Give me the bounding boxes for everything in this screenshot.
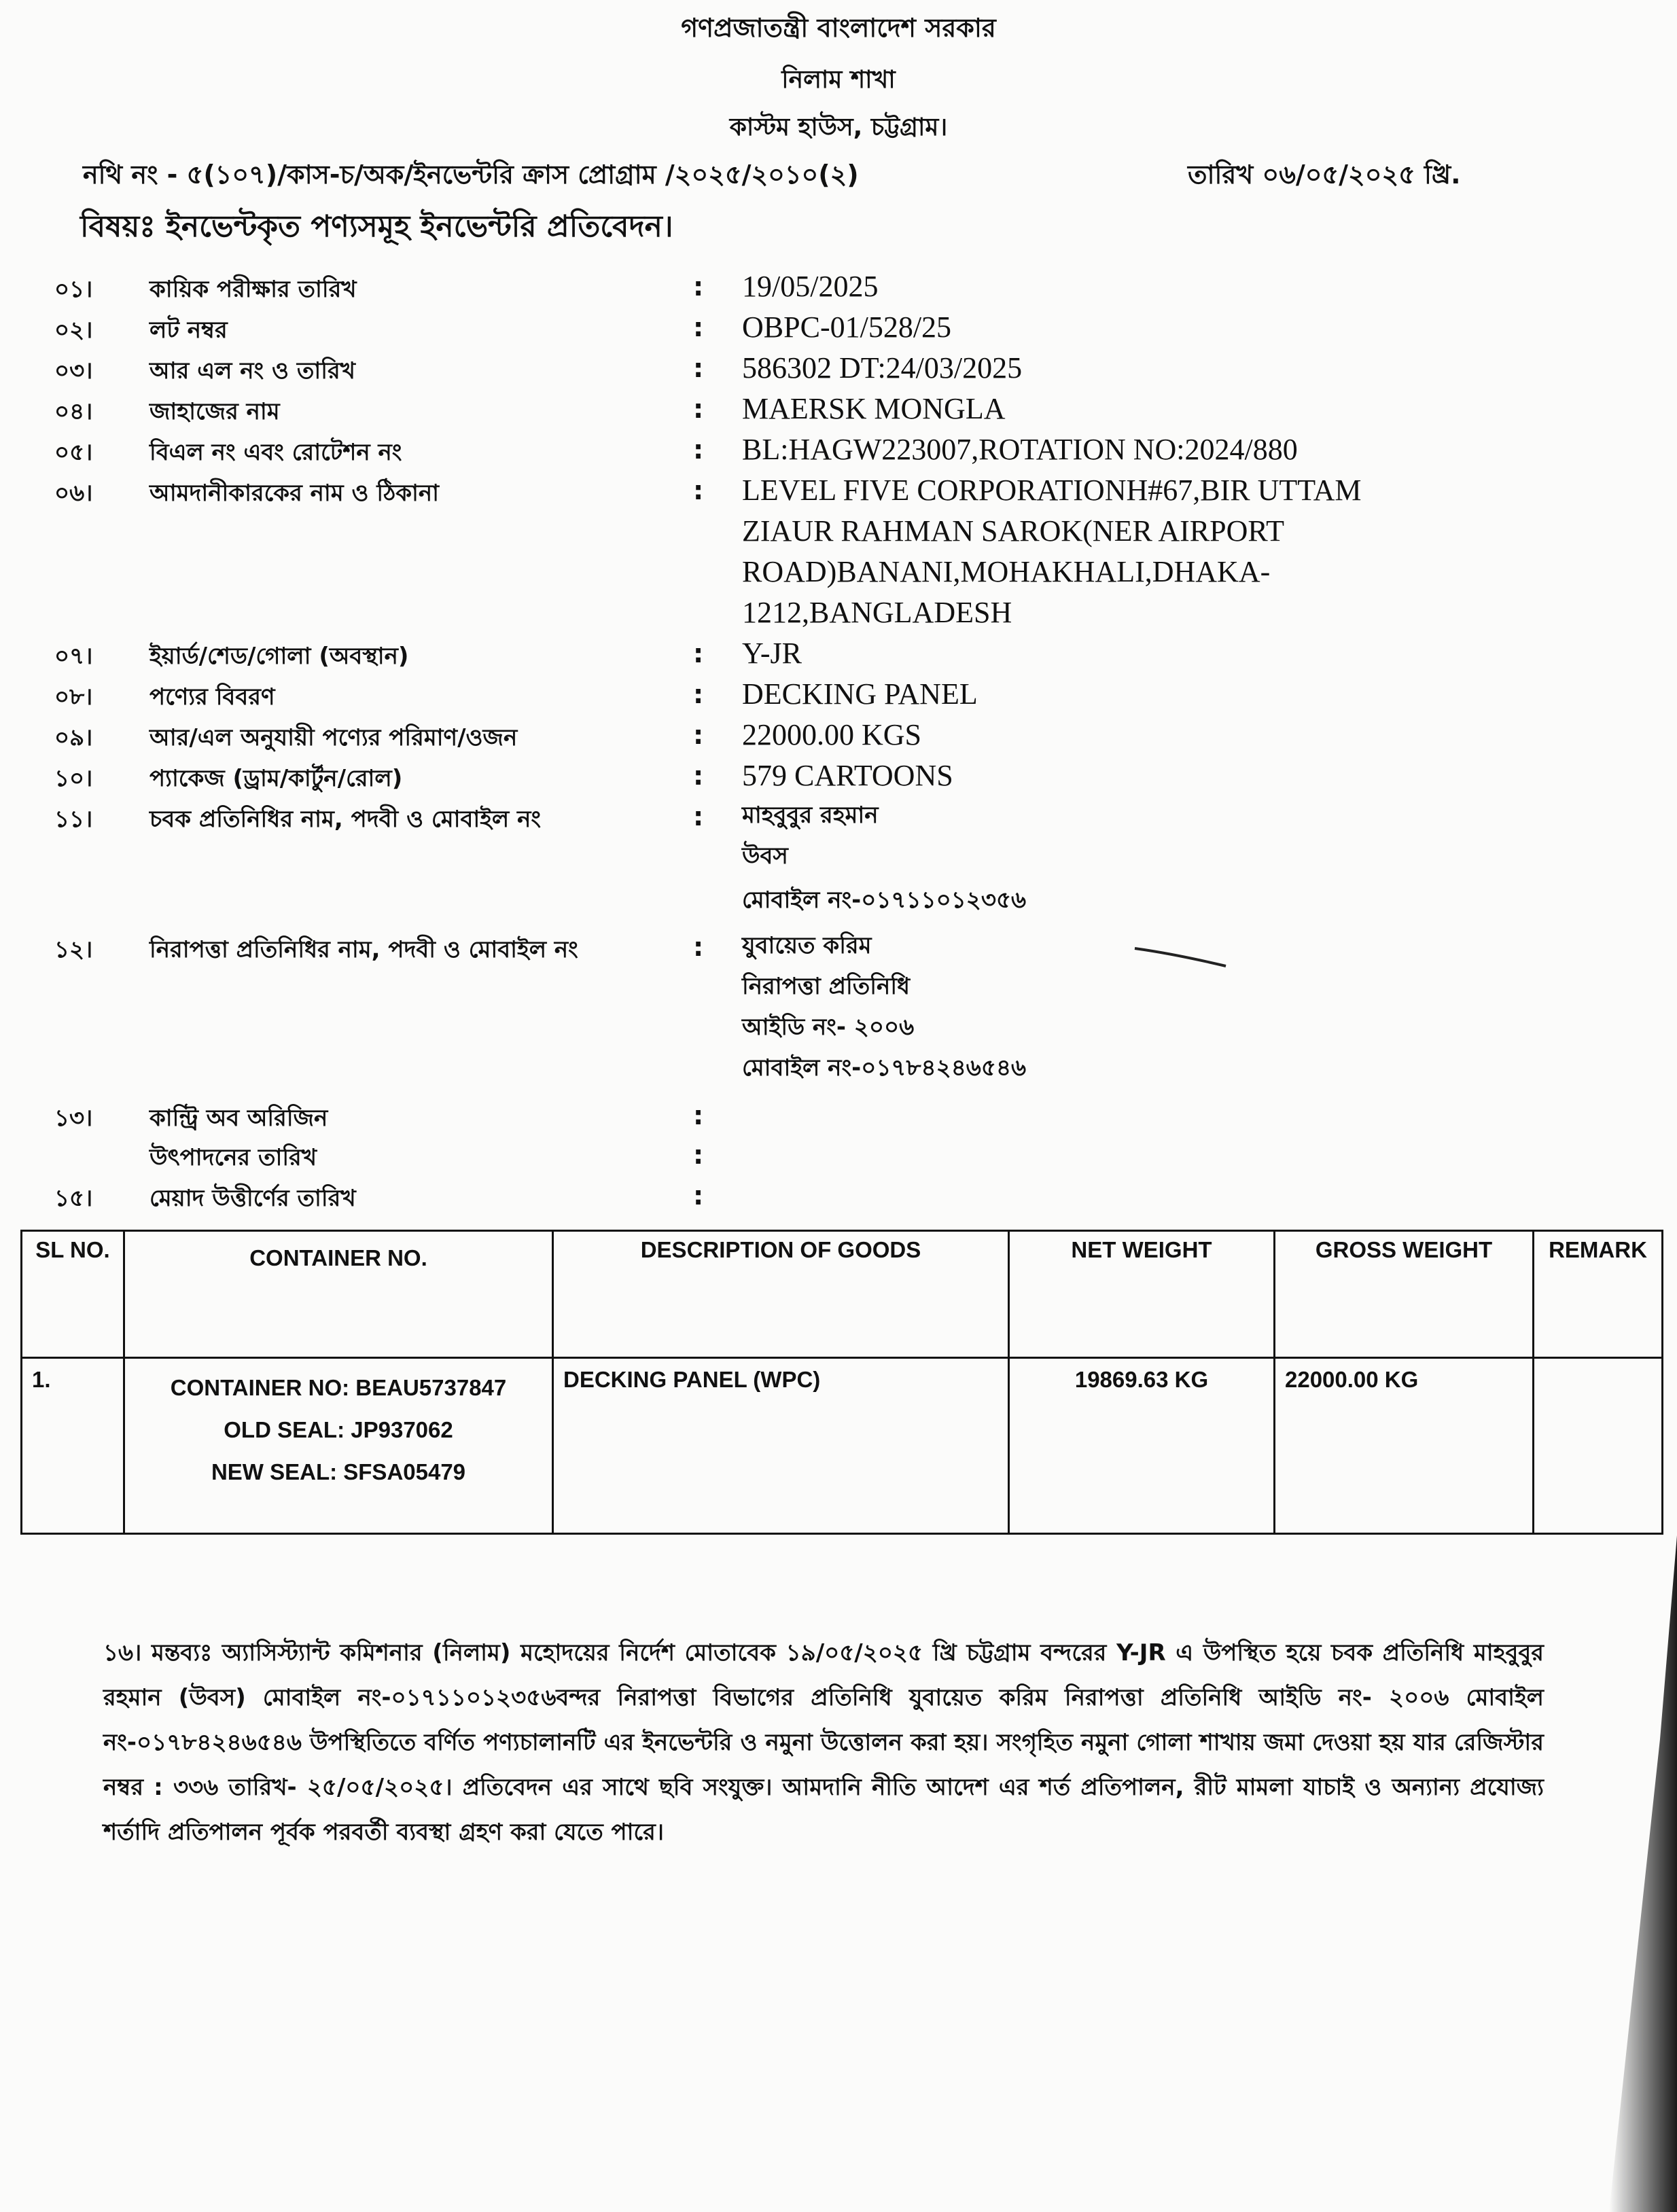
field-label: পণ্যের বিবরণ: [149, 683, 275, 711]
cell-description: DECKING PANEL (WPC): [553, 1358, 1009, 1534]
field-label: আর এল নং ও তারিখ: [149, 357, 355, 385]
field-value-line: ROAD)BANANI,MOHAKHALI,DHAKA-: [742, 555, 1271, 588]
field-value-line: মোবাইল নং-০১৭৮৪২৪৬৫৪৬: [742, 1054, 1027, 1082]
field-label: লট নম্বর: [149, 317, 228, 344]
table-header-row: [22, 1231, 1663, 1358]
cell-gross-weight: 22000.00 KG: [1275, 1358, 1534, 1534]
header-description: DESCRIPTION OF GOODS: [553, 1231, 1009, 1358]
field-number: ০৭।: [54, 643, 93, 670]
cell-net-weight: 19869.63 KG: [1009, 1358, 1275, 1534]
field-number: ০৬।: [54, 480, 93, 507]
field-colon: :: [693, 1181, 704, 1211]
field-value-line: নিরাপত্তা প্রতিনিধি: [742, 973, 911, 1000]
field-label: কায়িক পরীক্ষার তারিখ: [149, 276, 357, 303]
field-colon: :: [693, 435, 704, 465]
field-value: BL:HAGW223007,ROTATION NO:2024/880: [742, 433, 1298, 466]
field-value-line: উবস: [742, 842, 788, 870]
field-colon: :: [693, 932, 704, 962]
cell-container: [124, 1358, 553, 1534]
field-value: Y-JR: [742, 637, 802, 670]
office-heading: কাস্টম হাউস, চট্টগ্রাম।: [729, 113, 948, 141]
field-value-line: আইডি নং- ২০০৬: [742, 1014, 915, 1041]
field-value: 22000.00 KGS: [742, 718, 922, 751]
field-label: আমদানীকারকের নাম ও ঠিকানা: [149, 480, 440, 507]
file-number: নথি নং - ৫(১০৭)/কাস-চ/অক/ইনভেন্টরি ক্রাস প্রোগ্রাম /২০২৫/২০১০(২): [83, 160, 859, 190]
subject-line: বিষয়ঃ ইনভেন্টকৃত পণ্যসমূহ ইনভেন্টরি প্রতিবেদন।: [80, 209, 673, 244]
field-number: ১৫।: [54, 1185, 93, 1212]
field-number: ০৪।: [54, 398, 93, 425]
field-colon: :: [693, 1140, 704, 1170]
field-colon: :: [693, 353, 704, 383]
field-colon: :: [693, 761, 704, 791]
field-label: বিএল নং এবং রোটেশন নং: [149, 439, 402, 466]
table-row: [22, 1358, 1663, 1534]
field-value-line: LEVEL FIVE CORPORATIONH#67,BIR UTTAM: [742, 474, 1362, 507]
remarks-paragraph: ১৬। মন্তব্যঃ অ্যাসিস্ট্যান্ট কমিশনার (নিলাম) মহোদয়ের নির্দেশ মোতাবেক ১৯/০৫/২০২৫ খ্রি চট্টগ্রাম বন্দরের Y-JR এ উপস্থিত হয়ে চবক প্রতিনিধি মাহবুবুর রহমান (উবস) মোবাইল নং-০১৭১১০১২৩৫৬বন্দর নিরাপত্তা বিভাগের প্রতিনিধি যুবায়েত করিম নিরাপত্তা প্রতিনিধি আইডি নং- ২০০৬ মোবাইল নং-০১৭৮৪২৪৬৫৪৬ উপস্থিতিতে বর্ণিত পণ্যচালানটি এর ইনভেন্টরি ও নমুনা উত্তোলন করা হয়। সংগৃহিত নমুনা গোলা শাখায় জমা দেওয়া হয় যার রেজিস্টার নম্বর : ৩৩৬ তারিখ- ২৫/০৫/২০২৫। প্রতিবেদন এর সাথে ছবি সংযুক্ত। আমদানি নীতি আদেশ এর শর্ত প্রতিপালন, রীট মামলা যাচাই ও অন্যান্য প্রযোজ্য শর্তাদি প্রতিপালন পূর্বক পরবর্তী ব্যবস্থা গ্রহণ করা যেতে পারে।: [103, 1639, 1544, 1846]
header-gross-weight: GROSS WEIGHT: [1275, 1231, 1534, 1358]
government-heading: গণপ্রজাতন্ত্রী বাংলাদেশ সরকার: [681, 13, 996, 43]
field-number: ০৩।: [54, 357, 93, 385]
field-label: জাহাজের নাম: [149, 398, 280, 425]
field-number: ১১।: [54, 806, 93, 833]
field-number: ০১।: [54, 276, 93, 303]
pen-stroke-mark: [1133, 944, 1229, 971]
section-heading: নিলাম শাখা: [781, 66, 896, 94]
field-value: OBPC-01/528/25: [742, 310, 952, 344]
old-seal: OLD SEAL: JP937062: [224, 1417, 453, 1442]
field-value: MAERSK MONGLA: [742, 392, 1006, 425]
document-date: তারিখ ০৬/০৫/২০২৫ খ্রি.: [1188, 160, 1461, 190]
field-colon: :: [693, 720, 704, 750]
field-number: ১২।: [54, 936, 93, 963]
field-value-line: মাহবুবুর রহমান: [742, 802, 879, 829]
field-colon: :: [693, 639, 704, 668]
field-number: ১৩।: [54, 1105, 93, 1132]
field-label: কান্ট্রি অব অরিজিন: [149, 1105, 328, 1132]
field-colon: :: [693, 1101, 704, 1130]
field-label: নিরাপত্তা প্রতিনিধির নাম, পদবী ও মোবাইল নং: [149, 936, 578, 963]
field-label: উৎপাদনের তারিখ: [149, 1144, 317, 1171]
field-label: ইয়ার্ড/শেড/গোলা (অবস্থান): [149, 643, 409, 670]
header-net-weight: NET WEIGHT: [1009, 1231, 1275, 1358]
field-label: আর/এল অনুযায়ী পণ্যের পরিমাণ/ওজন: [149, 724, 518, 751]
field-colon: :: [693, 394, 704, 424]
field-colon: :: [693, 272, 704, 302]
field-colon: :: [693, 313, 704, 342]
scan-edge-shadow: [1595, 1535, 1677, 2212]
header-sl-no: SL NO.: [22, 1231, 124, 1358]
field-value: 19/05/2025: [742, 270, 879, 303]
header-container-no: CONTAINER NO.: [124, 1231, 553, 1358]
cell-remark: [1534, 1358, 1663, 1534]
field-label: মেয়াদ উত্তীর্ণের তারিখ: [149, 1185, 356, 1212]
field-value: 579 CARTOONS: [742, 759, 953, 792]
goods-table: [20, 1230, 1663, 1535]
field-label: চবক প্রতিনিধির নাম, পদবী ও মোবাইল নং: [149, 806, 542, 833]
field-colon: :: [693, 476, 704, 505]
field-value-line: যুবায়েত করিম: [742, 932, 872, 959]
new-seal: NEW SEAL: SFSA05479: [211, 1459, 466, 1484]
field-value-line: 1212,BANGLADESH: [742, 596, 1012, 629]
field-colon: :: [693, 679, 704, 709]
field-value-line: মোবাইল নং-০১৭১১০১২৩৫৬: [742, 887, 1027, 914]
field-value: DECKING PANEL: [742, 677, 978, 711]
field-colon: :: [693, 802, 704, 832]
field-number: ১০।: [54, 765, 93, 792]
container-number: CONTAINER NO: BEAU5737847: [170, 1375, 507, 1400]
field-label: প্যাকেজ (ড্রাম/কার্টুন/রোল): [149, 765, 403, 792]
field-number: ০৯।: [54, 724, 93, 751]
field-value-line: ZIAUR RAHMAN SAROK(NER AIRPORT: [742, 514, 1284, 548]
field-number: ০৫।: [54, 439, 93, 466]
field-number: ০২।: [54, 317, 93, 344]
cell-sl: 1.: [22, 1358, 124, 1534]
field-value: 586302 DT:24/03/2025: [742, 351, 1023, 385]
header-remark: REMARK: [1534, 1231, 1663, 1358]
field-number: ০৮।: [54, 683, 93, 711]
